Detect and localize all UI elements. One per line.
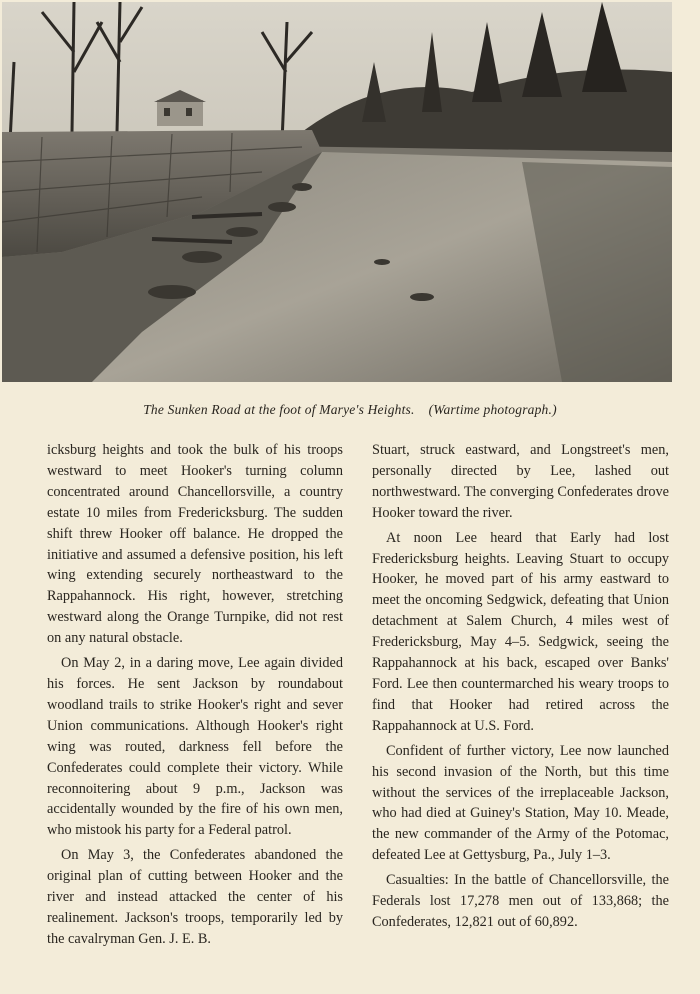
paragraph: Confident of further victory, Lee now launched his second invasion of the North, but this time without the services of the irreplaceable Jackson, who had died at Guiney's Station, May 10. Meade, the new commander of the Army of the Potomac, defeated Lee at Gettysburg, Pa., July 1–3. bbox=[372, 742, 669, 864]
caption-main: The Sunken Road at the foot of Marye's Heights. bbox=[143, 402, 415, 417]
right-column bbox=[372, 440, 669, 937]
paragraph: At noon Lee heard that Early had lost Fredericksburg heights. Leaving Stuart to occupy Hooker, he moved part of his army eastward to meet the oncoming Sedgwick, defeating that Union detachment at Salem Church, 4 miles west of Fredericksburg, May 4–5. Sedgwick, seeing the Rappahannock at his back, escaped over Banks' Ford. Lee then countermarched his weary troops to find that Hooker had retired across the Rappahannock at U.S. Ford. bbox=[372, 529, 669, 734]
paragraph: icksburg heights and took the bulk of his troops westward to meet Hooker's turning column concentrated around Chancellorsville, a country estate 10 miles from Fredericksburg. The sudden shift threw Hooker off balance. He dropped the initiative and assumed a defensive position, his left wing extending securely northeastward to the Rappahannock. His right, however, stretching westward along the Orange Turnpike, did not rest on any natural obstacle. bbox=[47, 442, 343, 647]
paragraph: Stuart, struck eastward, and Longstreet's men, personally directed by Lee, lashed out northwestward. The converging Confederates drove Hooker toward the river. bbox=[372, 442, 669, 521]
paragraph: On May 3, the Confederates abandoned the original plan of cutting between Hooker and the river and instead attacked the center of his realinement. Jackson's troops, temporarily led by the cavalryman Gen. J. E. B. bbox=[47, 847, 343, 947]
paragraph: On May 2, in a daring move, Lee again divided his forces. He sent Jackson by roundabout woodland trails to strike Hooker's right and sever Union communications. Although Hooker's right wing was routed, darkness fell before the Confederates could complete their victory. While reconnoitering about 9 p.m., Jackson was accidentally wounded by the fire of his own men, who mistook his party for a Federal patrol. bbox=[47, 655, 343, 839]
photo-caption bbox=[0, 402, 700, 418]
paragraph: Casualties: In the battle of Chancellorsville, the Federals lost 17,278 men out of 133,868; the Confederates, 12,821 out of 60,892. bbox=[372, 872, 669, 930]
photo-illustration bbox=[2, 2, 672, 382]
caption-note: (Wartime photograph.) bbox=[428, 402, 557, 417]
sunken-road-photo bbox=[2, 2, 672, 382]
left-column bbox=[47, 440, 343, 954]
